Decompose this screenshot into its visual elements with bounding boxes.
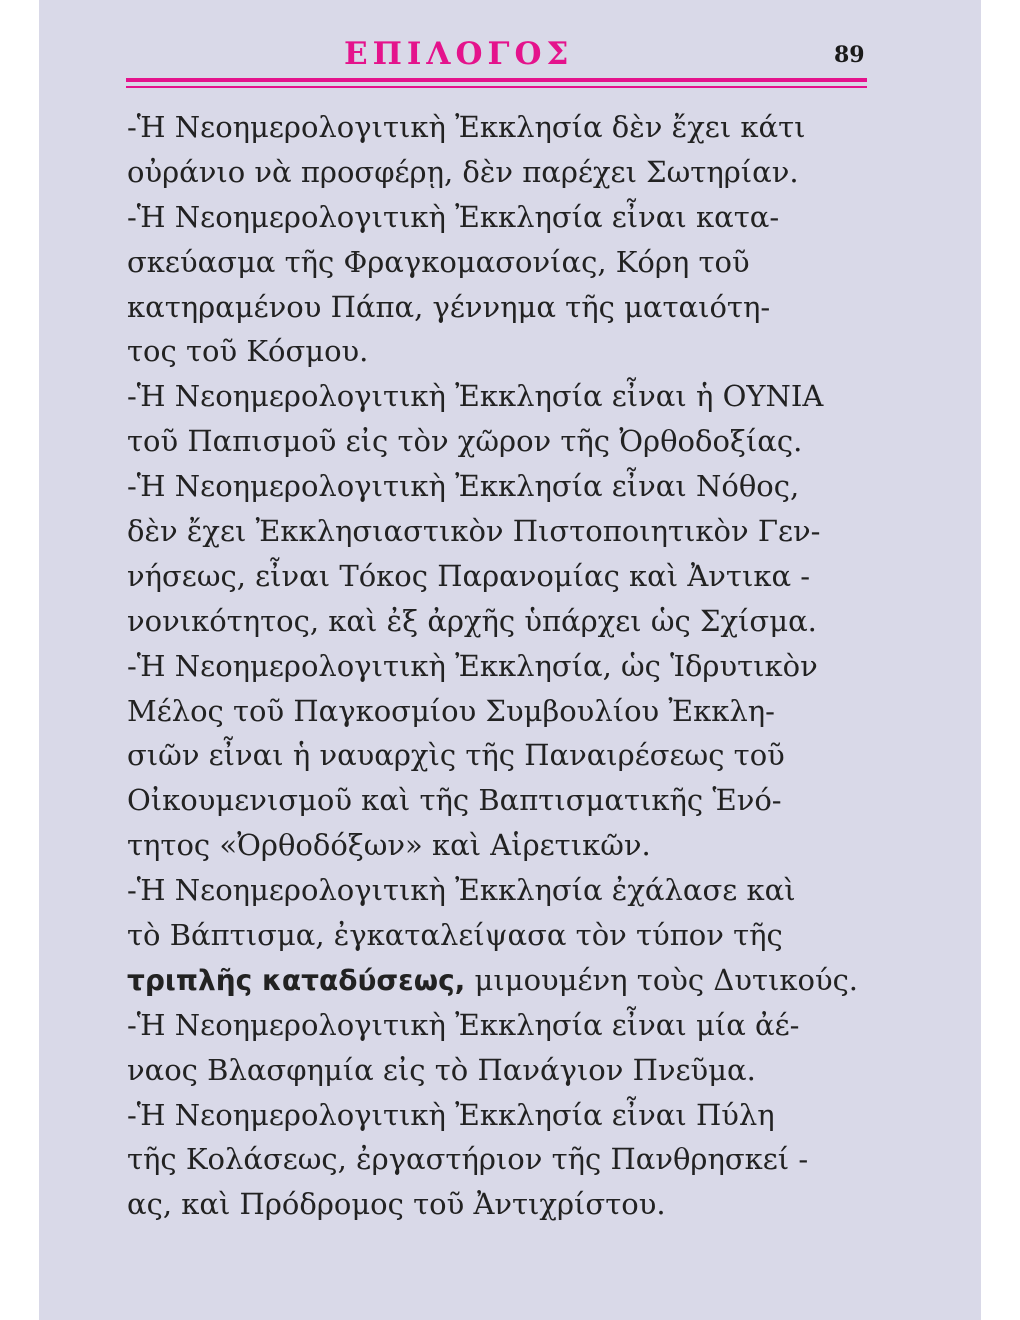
text-line: τὸ Βάπτισμα, ἐγκαταλείψασα τὸν τύπον τῆς (127, 918, 783, 953)
text-line: -Ἡ Νεοημερολογιτικὴ Ἐκκλησία ἐχάλασε καὶ (127, 873, 796, 908)
text-line-rest: μιμουμένη τοὺς Δυτικούς. (465, 962, 859, 997)
text-line: σιῶν εἶναι ἡ ναυαρχὶς τῆς Παναιρέσεως τοῦ (127, 738, 785, 773)
body-text (127, 105, 887, 1227)
text-line: Μέλος τοῦ Παγκοσμίου Συμβουλίου Ἐκκλη- (127, 693, 775, 728)
bold-phrase: τριπλῆς καταδύσεως, (127, 963, 466, 997)
text-line: Οἰκουμενισμοῦ καὶ τῆς Βαπτισματικῆς Ἑνό- (127, 783, 782, 818)
header-rule-thick (126, 78, 867, 82)
text-line: νήσεως, εἶναι Τόκος Παρανομίας καὶ Ἀντικα - (127, 558, 811, 593)
text-line: σκεύασμα τῆς Φραγκομασονίας, Κόρη τοῦ (127, 244, 750, 279)
text-line: τητος «Ὀρθοδόξων» καὶ Αἱρετικῶν. (127, 828, 651, 863)
text-line: ας, καὶ Πρόδρομος τοῦ Ἀντιχρίστου. (127, 1187, 666, 1222)
text-line: οὐράνιο νὰ προσφέρῃ, δὲν παρέχει Σωτηρίαν. (127, 154, 799, 189)
text-line: -Ἡ Νεοημερολογιτικὴ Ἐκκλησία δὲν ἔχει κάτι (127, 110, 806, 144)
text-line: -Ἡ Νεοημερολογιτικὴ Ἐκκλησία εἶναι ἡ ΟΥΝΙΑ (127, 379, 824, 414)
text-line: -Ἡ Νεοημερολογιτικὴ Ἐκκλησία εἶναι Νόθος, (127, 469, 800, 504)
text-line: τῆς Κολάσεως, ἐργαστήριον τῆς Πανθρησκεί - (127, 1142, 809, 1177)
text-line: ναος Βλασφημία εἰς τὸ Πανάγιον Πνεῦμα. (127, 1052, 756, 1087)
text-line: -Ἡ Νεοημερολογιτικὴ Ἐκκλησία εἶναι κατα- (127, 199, 780, 234)
text-line: δὲν ἔχει Ἐκκλησιαστικὸν Πιστοποιητικὸν Γεν- (127, 514, 821, 549)
book-page (39, 0, 981, 1320)
text-line: τοῦ Παπισμοῦ εἰς τὸν χῶρον τῆς Ὀρθοδοξίας. (127, 424, 803, 459)
page-number: 89 (834, 42, 865, 68)
header-rule-thin (126, 86, 867, 88)
text-line: κατηραμένου Πάπα, γέννημα τῆς ματαιότη- (127, 289, 771, 324)
chapter-title: ΕΠΙΛΟΓΟΣ (344, 36, 574, 72)
text-line-with-bold (127, 958, 887, 1003)
text-line: -Ἡ Νεοημερολογιτικὴ Ἐκκλησία εἶναι Πύλη (127, 1097, 775, 1132)
text-line: νονικότητος, καὶ ἐξ ἀρχῆς ὑπάρχει ὡς Σχίσμα. (127, 603, 817, 638)
text-line: -Ἡ Νεοημερολογιτικὴ Ἐκκλησία, ὡς Ἱδρυτικὸν (127, 648, 818, 683)
text-line: τος τοῦ Κόσμου. (127, 334, 369, 369)
text-line: -Ἡ Νεοημερολογιτικὴ Ἐκκλησία εἶναι μία ἀέ- (127, 1007, 800, 1042)
